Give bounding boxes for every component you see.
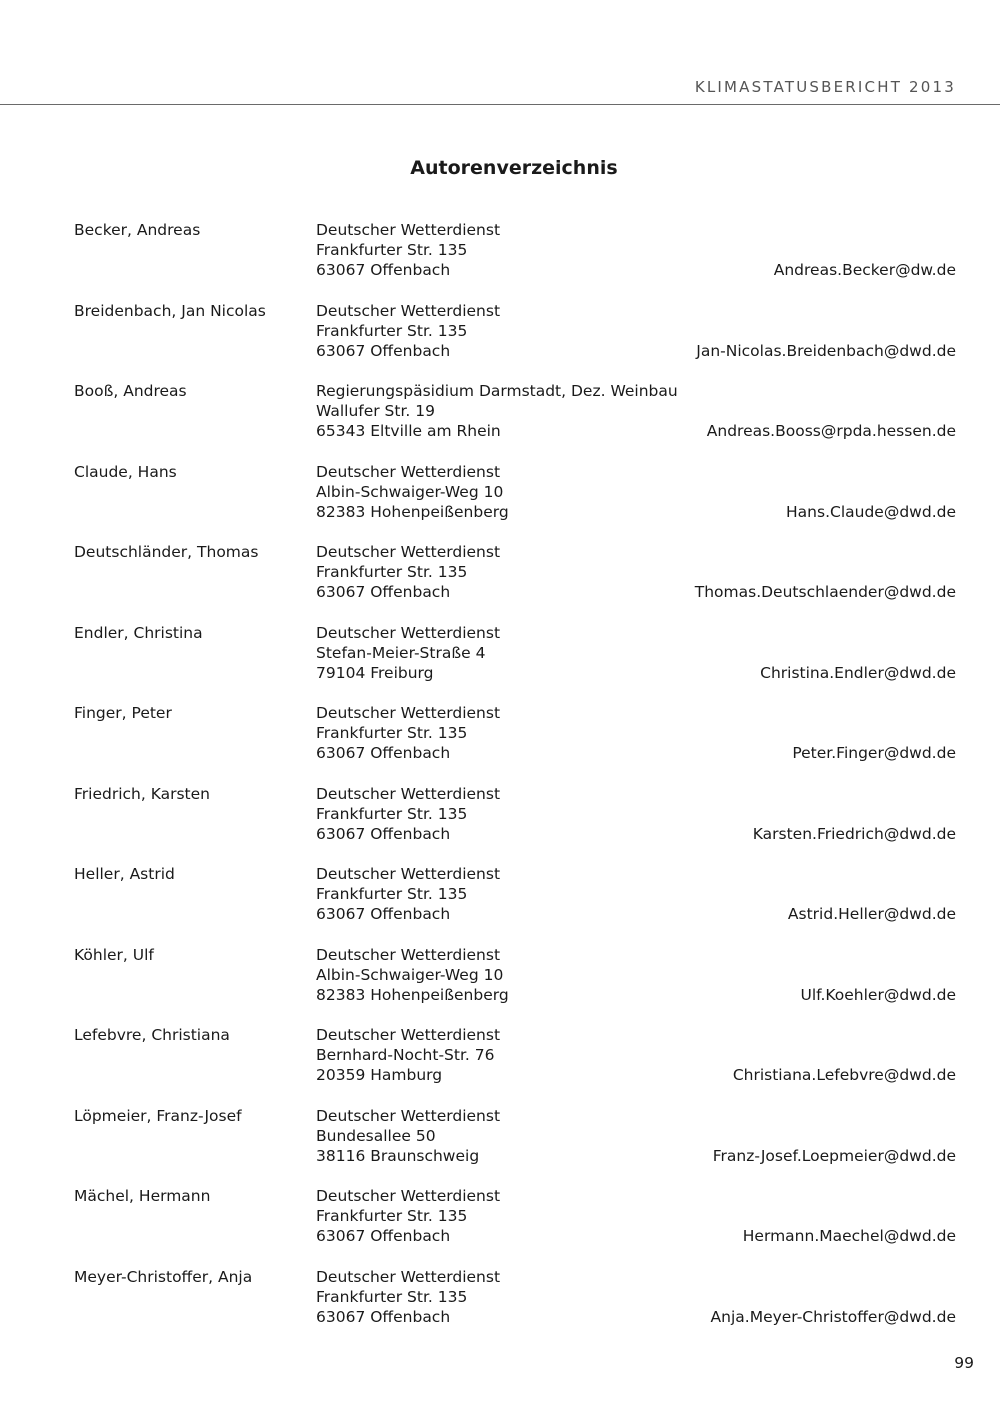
author-street: Frankfurter Str. 135 bbox=[316, 321, 468, 340]
author-address bbox=[316, 1267, 500, 1328]
author-name: Booß, Andreas bbox=[74, 382, 187, 400]
author-name: Köhler, Ulf bbox=[74, 945, 154, 964]
author-entry bbox=[74, 1186, 956, 1267]
author-email: Christiana.Lefebvre@dwd.de bbox=[732, 1066, 956, 1085]
author-address bbox=[316, 1025, 500, 1086]
author-institution: Deutscher Wetterdienst bbox=[316, 462, 501, 481]
author-entry bbox=[74, 1267, 956, 1348]
author-institution: Regierungspäsidium Darmstadt, Dez. Weinbau bbox=[316, 382, 678, 400]
author-street: Frankfurter Str. 135 bbox=[316, 724, 468, 743]
author-list bbox=[74, 220, 956, 1347]
author-name: Meyer-Christoffer, Anja bbox=[74, 1267, 253, 1286]
author-institution: Deutscher Wetterdienst bbox=[316, 543, 501, 561]
author-city: 63067 Offenbach bbox=[316, 1307, 451, 1326]
author-email: Anja.Meyer-Christoffer@dwd.de bbox=[710, 1307, 956, 1326]
author-institution: Deutscher Wetterdienst bbox=[316, 1026, 501, 1044]
author-institution: Deutscher Wetterdienst bbox=[316, 301, 501, 320]
author-street: Frankfurter Str. 135 bbox=[316, 1287, 468, 1306]
author-entry bbox=[74, 542, 956, 623]
author-entry bbox=[74, 381, 956, 462]
author-address bbox=[316, 784, 500, 845]
author-street: Frankfurter Str. 135 bbox=[316, 804, 468, 823]
author-street: Bundesallee 50 bbox=[316, 1126, 436, 1145]
author-email: Hans.Claude@dwd.de bbox=[786, 502, 956, 521]
author-email: Astrid.Heller@dwd.de bbox=[787, 905, 956, 924]
author-name: Löpmeier, Franz-Josef bbox=[74, 1106, 242, 1125]
author-street: Frankfurter Str. 135 bbox=[316, 885, 468, 904]
author-address bbox=[316, 864, 500, 925]
author-email: Ulf.Koehler@dwd.de bbox=[800, 985, 956, 1004]
author-city: 79104 Freiburg bbox=[316, 663, 434, 682]
author-entry bbox=[74, 703, 956, 784]
author-city: 63067 Offenbach bbox=[316, 341, 451, 360]
author-street: Stefan-Meier-Straße 4 bbox=[316, 643, 486, 662]
author-city: 20359 Hamburg bbox=[316, 1066, 443, 1085]
author-name: Becker, Andreas bbox=[74, 221, 201, 239]
author-email: Franz-Josef.Loepmeier@dwd.de bbox=[712, 1146, 956, 1165]
author-name: Lefebvre, Christiana bbox=[74, 1026, 230, 1044]
author-entry bbox=[74, 784, 956, 865]
author-city: 63067 Offenbach bbox=[316, 1227, 451, 1246]
author-address bbox=[316, 220, 500, 281]
author-address bbox=[316, 301, 500, 362]
author-address bbox=[316, 623, 500, 684]
author-email: Christina.Endler@dwd.de bbox=[760, 663, 956, 682]
author-email: Jan-Nicolas.Breidenbach@dwd.de bbox=[696, 341, 956, 360]
author-email: Andreas.Becker@dw.de bbox=[773, 261, 956, 280]
author-name: Breidenbach, Jan Nicolas bbox=[74, 301, 266, 320]
author-entry bbox=[74, 945, 956, 1026]
author-institution: Deutscher Wetterdienst bbox=[316, 1267, 501, 1286]
author-name: Friedrich, Karsten bbox=[74, 784, 210, 803]
author-address bbox=[316, 1186, 500, 1247]
page-number: 99 bbox=[954, 1354, 974, 1372]
author-street: Bernhard-Nocht-Str. 76 bbox=[316, 1046, 495, 1065]
author-street: Albin-Schwaiger-Weg 10 bbox=[316, 482, 504, 501]
author-name: Mächel, Hermann bbox=[74, 1187, 211, 1205]
author-street: Wallufer Str. 19 bbox=[316, 402, 436, 421]
author-email: Hermann.Maechel@dwd.de bbox=[742, 1227, 956, 1246]
author-address bbox=[316, 945, 509, 1006]
running-header: KLIMASTATUSBERICHT 2013 bbox=[694, 78, 956, 96]
author-institution: Deutscher Wetterdienst bbox=[316, 865, 501, 883]
author-address bbox=[316, 381, 678, 442]
author-institution: Deutscher Wetterdienst bbox=[316, 1187, 501, 1205]
author-entry bbox=[74, 462, 956, 543]
author-entry bbox=[74, 864, 956, 945]
author-city: 38116 Braunschweig bbox=[316, 1146, 480, 1165]
author-institution: Deutscher Wetterdienst bbox=[316, 784, 501, 803]
author-institution: Deutscher Wetterdienst bbox=[316, 945, 501, 964]
author-city: 82383 Hohenpeißenberg bbox=[316, 502, 509, 521]
author-street: Frankfurter Str. 135 bbox=[316, 563, 468, 582]
author-address bbox=[316, 542, 500, 603]
author-name: Finger, Peter bbox=[74, 704, 172, 722]
header-divider bbox=[0, 104, 1000, 105]
author-entry bbox=[74, 220, 956, 301]
author-city: 63067 Offenbach bbox=[316, 744, 451, 763]
author-address bbox=[316, 1106, 500, 1167]
author-institution: Deutscher Wetterdienst bbox=[316, 623, 501, 642]
author-city: 63067 Offenbach bbox=[316, 261, 451, 280]
author-street: Frankfurter Str. 135 bbox=[316, 1207, 468, 1226]
author-entry bbox=[74, 301, 956, 382]
author-address bbox=[316, 462, 509, 523]
author-city: 63067 Offenbach bbox=[316, 583, 451, 602]
author-institution: Deutscher Wetterdienst bbox=[316, 1106, 501, 1125]
author-email: Thomas.Deutschlaender@dwd.de bbox=[694, 583, 956, 602]
author-city: 65343 Eltville am Rhein bbox=[316, 422, 501, 441]
author-street: Frankfurter Str. 135 bbox=[316, 241, 468, 260]
author-entry bbox=[74, 1025, 956, 1106]
page-title: Autorenverzeichnis bbox=[410, 157, 618, 179]
author-name: Claude, Hans bbox=[74, 462, 177, 481]
author-institution: Deutscher Wetterdienst bbox=[316, 704, 501, 722]
author-name: Deutschländer, Thomas bbox=[74, 543, 259, 561]
author-city: 63067 Offenbach bbox=[316, 905, 451, 924]
author-entry bbox=[74, 1106, 956, 1187]
author-name: Heller, Astrid bbox=[74, 865, 175, 883]
author-entry bbox=[74, 623, 956, 704]
author-institution: Deutscher Wetterdienst bbox=[316, 221, 501, 239]
author-street: Albin-Schwaiger-Weg 10 bbox=[316, 965, 504, 984]
author-email: Andreas.Booss@rpda.hessen.de bbox=[706, 422, 956, 441]
author-email: Karsten.Friedrich@dwd.de bbox=[752, 824, 956, 843]
author-email: Peter.Finger@dwd.de bbox=[792, 744, 956, 763]
author-city: 63067 Offenbach bbox=[316, 824, 451, 843]
author-name: Endler, Christina bbox=[74, 623, 203, 642]
author-address bbox=[316, 703, 500, 764]
author-city: 82383 Hohenpeißenberg bbox=[316, 985, 509, 1004]
